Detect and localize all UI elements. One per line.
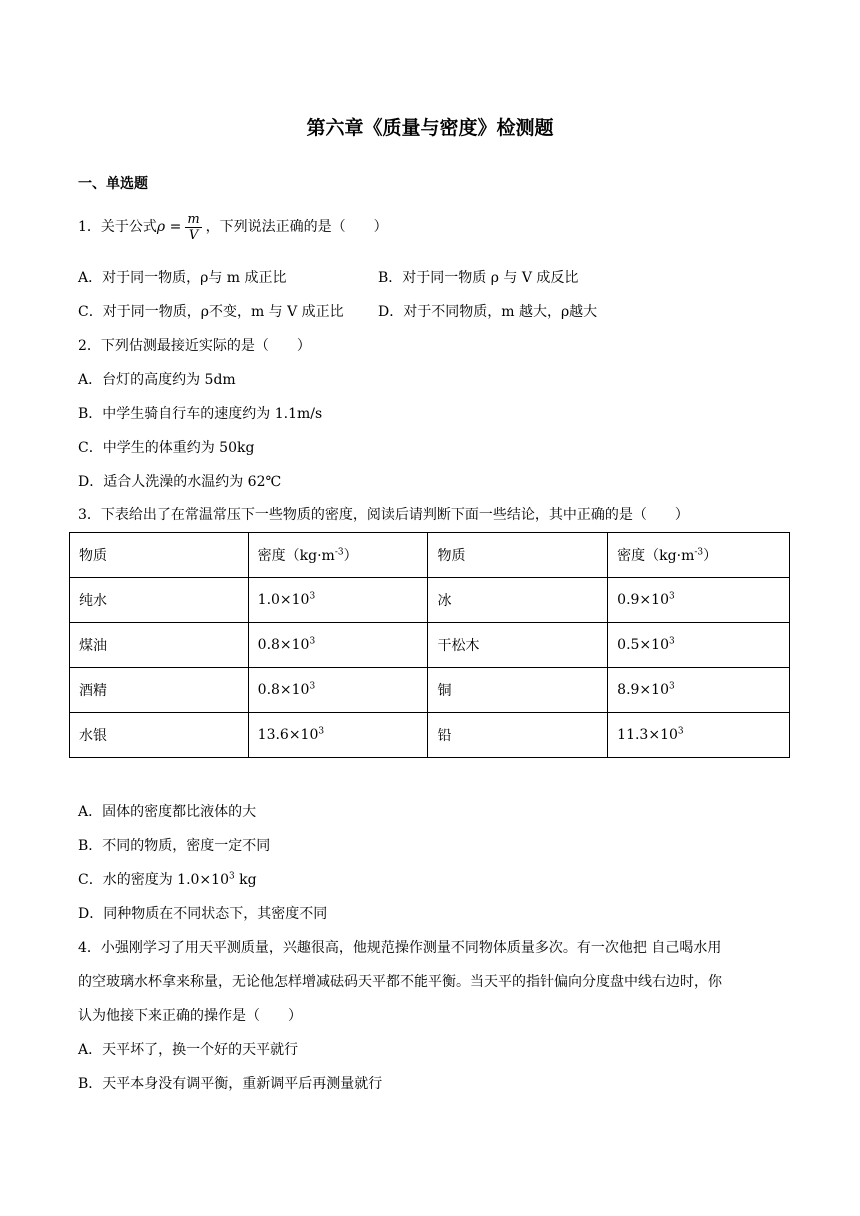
q2-option-d: D．适合人洗澡的水温约为 62℃	[78, 474, 282, 490]
table-cell: $0.5\times 10^3$	[608, 623, 790, 668]
q1-prefix: 1．关于公式	[78, 219, 157, 235]
table-header-cell: 物质	[70, 533, 249, 578]
q1-option-b: B．对于同一物质 ρ 与 V 成反比	[378, 270, 579, 286]
q1-equals: =	[169, 219, 182, 235]
q3-option-d: D．同种物质在不同状态下，其密度不同	[78, 906, 328, 922]
table-cell: 铜	[428, 668, 608, 713]
question-4-stem-line-1: 4．小强刚学习了用天平测质量，兴趣很高，他规范操作测量不同物体质量多次。有一次他把 自己喝水用	[78, 940, 722, 956]
table-row	[70, 578, 790, 623]
table-header-cell: 密度$(kg\cdot m^{-3})$	[248, 533, 428, 578]
q3-option-a: A．固体的密度都比液体的大	[78, 804, 257, 820]
q2-option-c: C．中学生的体重约为 50kg	[78, 440, 255, 456]
table-cell: 水银	[70, 713, 249, 758]
q1-option-d: D．对于不同物质，m 越大，ρ越大	[378, 304, 598, 320]
document-title: 第六章《质量与密度》检测题	[306, 117, 554, 139]
table-cell: 干松木	[428, 623, 608, 668]
q3-option-c: C．水的密度为 $1.0\times 10^3$ kg	[78, 871, 257, 888]
section-heading-single-choice: 一、单选题	[78, 176, 148, 192]
table-cell: 煤油	[70, 623, 249, 668]
q1-denominator: V	[188, 227, 199, 243]
table-cell: $0.9\times 10^3$	[608, 578, 790, 623]
question-4-stem-line-3: 认为他接下来正确的操作是（ ）	[78, 1008, 302, 1024]
table-cell: $8.9\times 10^3$	[608, 668, 790, 713]
density-table	[69, 532, 790, 758]
q1-rho-symbol: ρ	[156, 219, 166, 235]
q3-option-b: B．不同的物质，密度一定不同	[78, 838, 271, 854]
q4-option-b: B．天平本身没有调平衡，重新调平后再测量就行	[78, 1076, 383, 1092]
question-2-stem: 2．下列估测最接近实际的是（ ）	[78, 338, 311, 354]
q1-option-c: C．对于同一物质，ρ不变，m 与 V 成正比	[78, 304, 344, 320]
table-row	[70, 713, 790, 758]
table-cell: 酒精	[70, 668, 249, 713]
table-cell: $1.0\times 10^3$	[248, 578, 428, 623]
table-cell: $0.8\times 10^3$	[248, 623, 428, 668]
table-cell: $11.3\times 10^3$	[608, 713, 790, 758]
q4-option-a: A．天平坏了，换一个好的天平就行	[78, 1042, 299, 1058]
table-row	[70, 623, 790, 668]
table-header-row	[70, 533, 790, 578]
table-header-cell: 密度$(kg\cdot m^{-3})$	[608, 533, 790, 578]
table-cell: $0.8\times 10^3$	[248, 668, 428, 713]
q2-option-b: B．中学生骑自行车的速度约为 1.1m/s	[78, 406, 323, 422]
question-1-stem	[78, 210, 388, 244]
q1-suffix: ，下列说法正确的是（ ）	[205, 219, 388, 235]
question-3-stem: 3．下表给出了在常温常压下一些物质的密度，阅读后请判断下面一些结论，其中正确的是（ ）	[78, 507, 689, 523]
q1-option-a: A．对于同一物质，ρ与 m 成正比	[78, 270, 287, 286]
q1-formula-fraction	[185, 212, 201, 243]
table-cell: 纯水	[70, 578, 249, 623]
question-4-stem-line-2: 的空玻璃水杯拿来称量，无论他怎样增减砝码天平都不能平衡。当天平的指针偏向分度盘中线右边时，你	[78, 974, 722, 990]
q2-option-a: A．台灯的高度约为 5dm	[78, 372, 236, 388]
table-cell: 铅	[428, 713, 608, 758]
table-cell: $13.6\times 10^3$	[248, 713, 428, 758]
table-row	[70, 668, 790, 713]
table-header-cell: 物质	[428, 533, 608, 578]
q1-numerator: m	[187, 211, 200, 227]
table-cell: 冰	[428, 578, 608, 623]
